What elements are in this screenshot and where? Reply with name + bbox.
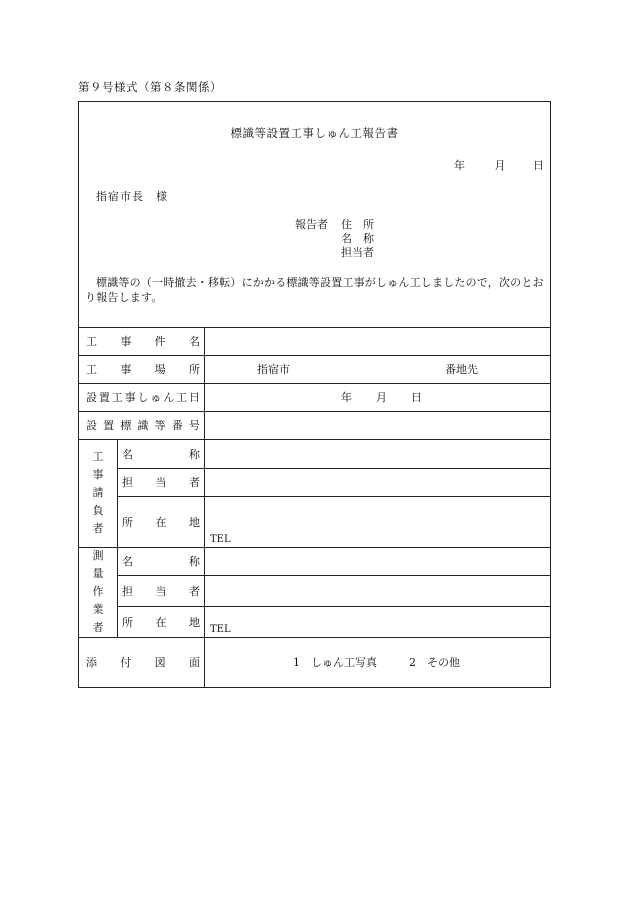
report-form: [78, 101, 551, 688]
reporter-block: [295, 218, 374, 260]
form-number-label: 第９号様式（第８条関係）: [78, 80, 222, 94]
project-name-label: 工 事 件 名: [86, 335, 200, 348]
project-site-suffix: 番地先: [445, 363, 478, 376]
addressee: 指宿市長 様: [96, 190, 168, 203]
surveyor-location-label: 所 在 地: [122, 615, 200, 629]
surveyor-name-label: 名 称: [122, 555, 200, 568]
project-site-city: 指宿市: [257, 363, 290, 376]
date-month: 月: [494, 159, 506, 172]
completion-month: 月: [376, 391, 387, 404]
reporter-name-label: 名 称: [341, 232, 374, 245]
date-day: 日: [533, 159, 544, 172]
completion-date-label: 設 置 工 事 し ゅ ん 工 日: [86, 391, 200, 404]
contractor-tel-label: TEL: [210, 534, 231, 545]
attachment-item-other: 2 その他: [409, 656, 460, 669]
document-title: 標識等設置工事しゅん工報告書: [230, 126, 399, 140]
contractor-group-label: 工 事 請 負 者: [92, 450, 104, 535]
completion-day: 日: [411, 391, 422, 404]
contractor-name-label: 名 称: [122, 447, 200, 461]
reporter-address-label: 住 所: [341, 218, 374, 231]
report-message: 標識等の（一時撤去・移転）にかかる標識等設置工事がしゅん工しましたので，次のとおり報告します。: [85, 276, 544, 304]
reporter-label: 報告者: [295, 218, 328, 231]
surveyor-tel-label: TEL: [210, 624, 231, 635]
attachment-label: 添 付 図 面: [86, 656, 200, 669]
attachment-item-photos: 1 しゅん工写真: [293, 656, 377, 669]
report-date: [454, 157, 544, 173]
sign-number-label: 設 置 標 識 等 番 号: [86, 419, 200, 432]
contractor-location-label: 所 在 地: [122, 515, 200, 529]
completion-year: 年: [341, 391, 352, 404]
project-site-label: 工 事 場 所: [86, 363, 200, 376]
date-year: 年: [454, 159, 465, 172]
contractor-person-label: 担 当 者: [122, 476, 200, 489]
reporter-person-label: 担当者: [341, 246, 374, 259]
surveyor-person-label: 担 当 者: [122, 584, 200, 598]
surveyor-group-label: 測 量 作 業 者: [92, 549, 104, 634]
